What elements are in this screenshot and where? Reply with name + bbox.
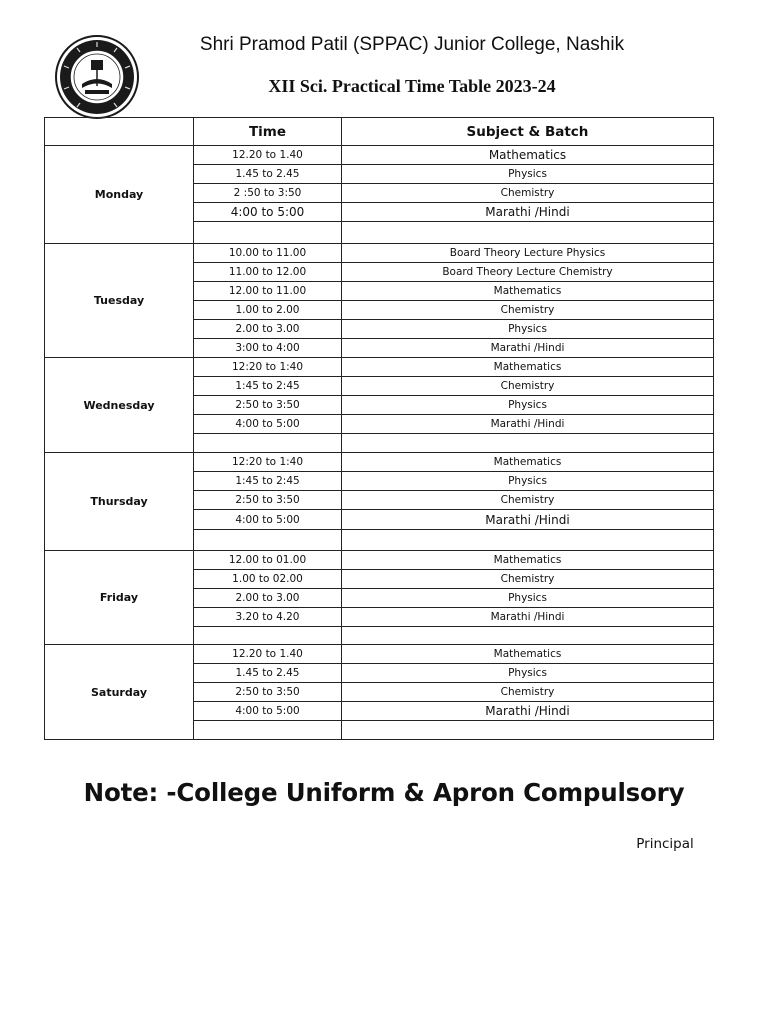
header-subject: Subject & Batch [342, 118, 714, 146]
time-cell: 12.00 to 01.00 [194, 551, 342, 570]
subject-cell: Board Theory Lecture Chemistry [342, 263, 714, 282]
subject-cell [342, 530, 714, 551]
time-cell: 4:00 to 5:00 [194, 702, 342, 721]
subject-cell: Chemistry [342, 683, 714, 702]
college-name: Shri Pramod Patil (SPPAC) Junior College, Nashik [199, 34, 625, 55]
subject-cell: Mathematics [342, 146, 714, 165]
table-row [45, 551, 714, 570]
table-row [45, 453, 714, 472]
subject-cell: Mathematics [342, 645, 714, 664]
time-cell: 2:50 to 3:50 [194, 396, 342, 415]
subject-cell: Chemistry [342, 570, 714, 589]
time-cell: 2:50 to 3:50 [194, 491, 342, 510]
day-label: Thursday [45, 453, 194, 551]
time-cell: 1.45 to 2.45 [194, 165, 342, 184]
subject-cell [342, 721, 714, 740]
subject-cell: Chemistry [342, 301, 714, 320]
principal-signature-label: Principal [636, 836, 694, 852]
subject-cell: Mathematics [342, 282, 714, 301]
subject-cell: Marathi /Hindi [342, 415, 714, 434]
subject-cell: Mathematics [342, 358, 714, 377]
time-cell [194, 530, 342, 551]
subject-cell [342, 222, 714, 244]
time-cell: 3:00 to 4:00 [194, 339, 342, 358]
time-cell: 12:20 to 1:40 [194, 453, 342, 472]
subject-cell: Marathi /Hindi [342, 510, 714, 530]
subject-cell: Marathi /Hindi [342, 608, 714, 627]
header-time: Time [194, 118, 342, 146]
subject-cell: Marathi /Hindi [342, 702, 714, 721]
subject-cell: Physics [342, 320, 714, 339]
subject-cell: Mathematics [342, 453, 714, 472]
time-cell: 2:50 to 3:50 [194, 683, 342, 702]
time-cell: 1:45 to 2:45 [194, 472, 342, 491]
table-row [45, 645, 714, 664]
subject-cell: Board Theory Lecture Physics [342, 244, 714, 263]
time-cell: 4:00 to 5:00 [194, 203, 342, 222]
page-title: XII Sci. Practical Time Table 2023-24 [268, 76, 556, 96]
time-cell: 4:00 to 5:00 [194, 415, 342, 434]
time-cell: 4:00 to 5:00 [194, 510, 342, 530]
time-cell: 1.00 to 2.00 [194, 301, 342, 320]
time-cell: 11.00 to 12.00 [194, 263, 342, 282]
subject-cell [342, 434, 714, 453]
subject-cell: Physics [342, 664, 714, 683]
time-cell: 12.20 to 1.40 [194, 146, 342, 165]
table-row [45, 244, 714, 263]
header-day [45, 118, 194, 146]
time-cell [194, 721, 342, 740]
time-cell: 3.20 to 4.20 [194, 608, 342, 627]
time-cell [194, 222, 342, 244]
day-label: Saturday [45, 645, 194, 740]
time-cell: 2.00 to 3.00 [194, 320, 342, 339]
day-label: Tuesday [45, 244, 194, 358]
subject-cell: Physics [342, 472, 714, 491]
subject-cell: Chemistry [342, 491, 714, 510]
time-cell: 12:20 to 1:40 [194, 358, 342, 377]
time-cell [194, 627, 342, 645]
time-cell: 12.00 to 11.00 [194, 282, 342, 301]
time-cell: 1:45 to 2:45 [194, 377, 342, 396]
subject-cell: Physics [342, 589, 714, 608]
subject-cell: Chemistry [342, 377, 714, 396]
day-label: Friday [45, 551, 194, 645]
subject-cell: Marathi /Hindi [342, 203, 714, 222]
time-cell: 2 :50 to 3:50 [194, 184, 342, 203]
day-label: Wednesday [45, 358, 194, 453]
time-cell: 1.45 to 2.45 [194, 664, 342, 683]
time-cell: 12.20 to 1.40 [194, 645, 342, 664]
time-cell: 1.00 to 02.00 [194, 570, 342, 589]
subject-cell: Marathi /Hindi [342, 339, 714, 358]
table-row [45, 146, 714, 165]
subject-cell: Physics [342, 165, 714, 184]
table-row [45, 358, 714, 377]
subject-cell: Mathematics [342, 551, 714, 570]
table-header-row [45, 118, 714, 146]
time-cell [194, 434, 342, 453]
subject-cell [342, 627, 714, 645]
time-cell: 2.00 to 3.00 [194, 589, 342, 608]
subject-cell: Physics [342, 396, 714, 415]
subject-cell: Chemistry [342, 184, 714, 203]
timetable [44, 117, 714, 740]
day-label: Monday [45, 146, 194, 244]
college-seal-icon [52, 34, 142, 120]
note-text: Note: -College Uniform & Apron Compulsory [83, 778, 685, 807]
time-cell: 10.00 to 11.00 [194, 244, 342, 263]
